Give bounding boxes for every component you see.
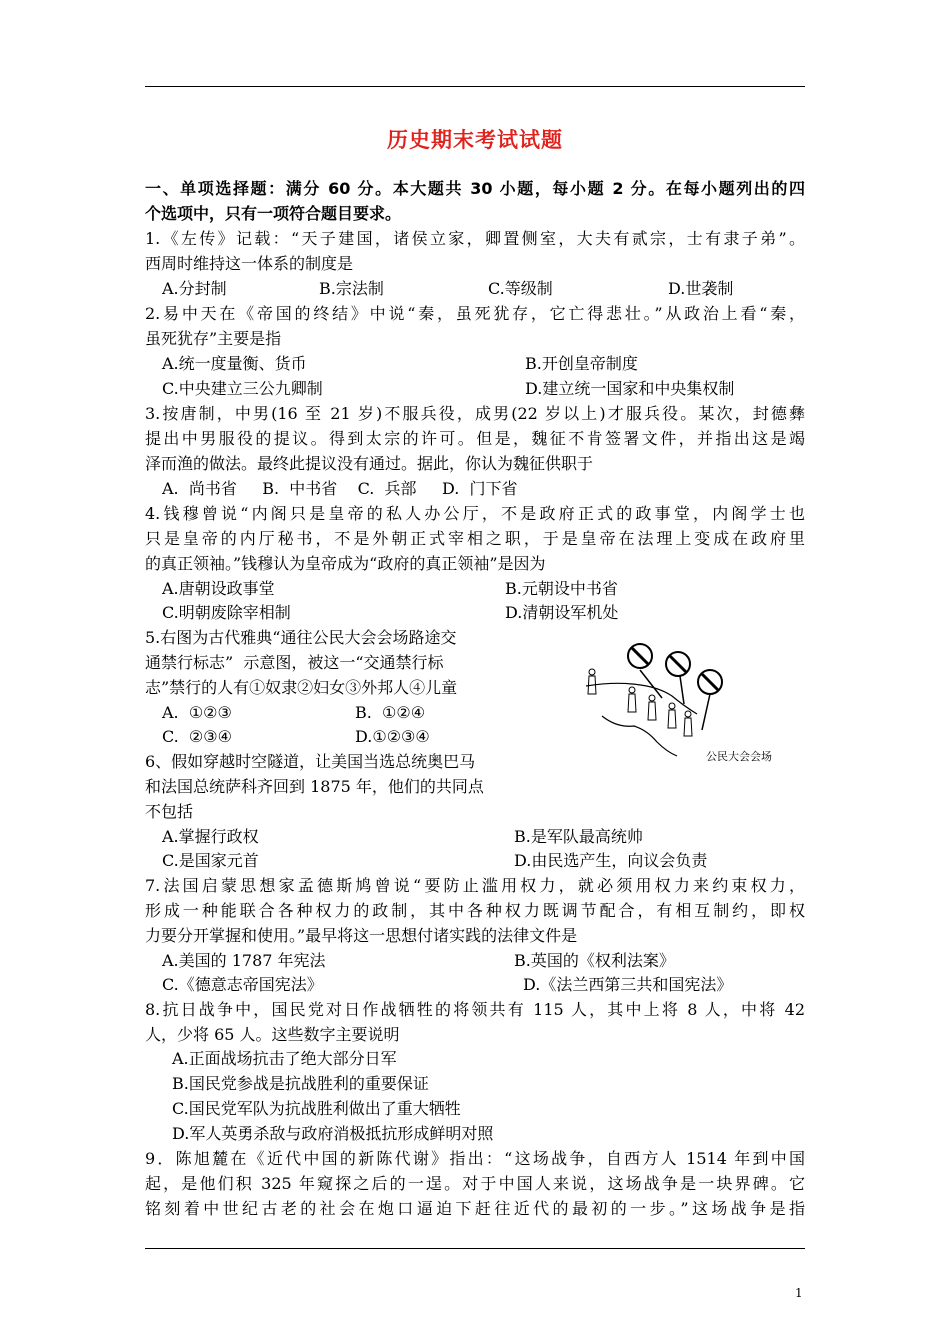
q6-option-d: D.由民选产生，向议会负责 — [514, 851, 708, 870]
sign-post — [640, 670, 662, 698]
figure-caption: 公民大会会场 — [706, 750, 772, 763]
q5-option-d: D.①②③④ — [355, 727, 430, 746]
q5-stem-end: 志”禁行的人有①奴隶②妇女③外邦人④儿童 — [145, 678, 458, 697]
q2-stem: 2.易中天在《帝国的终结》中说“秦，虽死犹存，它亡得悲壮。”从政治上看“秦， — [145, 304, 805, 323]
q8-option-c: C.国民党军队为抗战胜利做出了重大牺牲 — [172, 1099, 461, 1118]
q2-option-d: D.建立统一国家和中央集权制 — [525, 379, 735, 398]
q5-stem-cont: 通禁行标志” 示意图，被这一“交通禁行标 — [145, 653, 444, 672]
no-entry-sign-icon — [698, 670, 722, 694]
walking-person-icon — [648, 695, 656, 720]
q7-stem-end: 力要分开掌握和使用。”最早将这一思想付诸实践的法律文件是 — [145, 926, 578, 945]
q1-stem: 1.《左传》记载：“天子建国，诸侯立家，卿置侧室，大夫有贰宗，士有隶子弟”。 — [145, 229, 805, 248]
q4-option-a: A.唐朝设政事堂 — [162, 579, 275, 598]
no-entry-sign-icon — [666, 652, 690, 676]
q5-option-b: B. ①②④ — [355, 703, 426, 722]
q5-option-a: A. ①②③ — [162, 703, 232, 722]
q2-option-a: A.统一度量衡、货币 — [162, 354, 307, 373]
q6-stem-end: 不包括 — [145, 802, 194, 821]
sign-post — [702, 694, 710, 730]
q9-stem: 9．陈旭麓在《近代中国的新陈代谢》指出：“这场战争，自西方人 1514 年到中国 — [145, 1149, 805, 1168]
walking-person-icon — [588, 669, 596, 694]
q6-stem-cont: 和法国总统萨科齐回到 1875 年，他们的共同点 — [145, 777, 484, 796]
q1-option-d: D.世袭制 — [668, 279, 734, 298]
q6-option-b: B.是军队最高统帅 — [514, 827, 643, 846]
q6-stem: 6、假如穿越时空隧道，让美国当选总统奥巴马 — [145, 752, 476, 771]
q3-options: A. 尚书省 B. 中书省 C. 兵部 D. 门下省 — [162, 479, 518, 498]
q4-stem-end: 的真正领袖。”钱穆认为皇帝成为“政府的真正领袖”是因为 — [145, 554, 546, 573]
sign-post — [680, 676, 684, 704]
q7-stem-cont: 形成一种能联合各种权力的政制，其中各种权力既调节配合，有相互制约，即权 — [145, 901, 805, 920]
q8-option-b: B.国民党参战是抗战胜利的重要保证 — [172, 1074, 429, 1093]
q4-option-b: B.元朝设中书省 — [505, 579, 618, 598]
q9-stem-end: 铭刻着中世纪古老的社会在炮口逼迫下赶往近代的最初的一步。”这场战争是指 — [145, 1199, 805, 1218]
q8-option-a: A.正面战场抗击了绝大部分日军 — [172, 1049, 397, 1068]
q8-option-d: D.军人英勇杀敌与政府消极抵抗形成鲜明对照 — [172, 1124, 494, 1143]
header-rule — [145, 86, 805, 87]
q4-stem: 4.钱穆曾说“内阁只是皇帝的私人办公厅，不是政府正式的政事堂，内阁学士也 — [145, 504, 805, 523]
no-entry-sign-icon — [628, 644, 652, 668]
walking-person-icon — [628, 687, 636, 712]
page-title: 历史期末考试试题 — [387, 128, 563, 152]
q2-option-b: B.开创皇帝制度 — [525, 354, 638, 373]
q6-option-c: C.是国家元首 — [162, 851, 259, 870]
q9-stem-cont: 起，是他们积 325 年窥探之后的一逞。对于中国人来说，这场战争是一块界碑。它 — [145, 1174, 805, 1193]
q1-option-b: B.宗法制 — [319, 279, 384, 298]
q4-option-c: C.明朝废除宰相制 — [162, 603, 291, 622]
walking-person-icon — [684, 711, 692, 736]
q4-option-d: D.清朝设军机处 — [505, 603, 619, 622]
q5-option-c: C. ②③④ — [162, 727, 232, 746]
q5-stem: 5.右图为古代雅典“通往公民大会会场路途交 — [145, 628, 457, 647]
road-edge-upper — [586, 683, 697, 714]
q8-stem-cont: 人，少将 65 人。这些数字主要说明 — [145, 1025, 400, 1044]
assembly-road-figure — [572, 638, 797, 768]
q7-option-d: D.《法兰西第三共和国宪法》 — [523, 975, 733, 994]
footer-rule — [145, 1248, 805, 1249]
q7-option-a: A.美国的 1787 年宪法 — [162, 951, 326, 970]
walking-person-icon — [668, 703, 676, 728]
q1-option-c: C.等级制 — [488, 279, 553, 298]
q3-stem-cont: 提出中男服役的提议。得到太宗的许可。但是，魏征不肯签署文件，并指出这是竭 — [145, 429, 805, 448]
section-heading-cont: 个选项中，只有一项符合题目要求。 — [145, 204, 402, 223]
q6-option-a: A.掌握行政权 — [162, 827, 259, 846]
q7-stem: 7.法国启蒙思想家孟德斯鸠曾说“要防止滥用权力，就必须用权力来约束权力， — [145, 876, 805, 895]
q7-option-c: C.《德意志帝国宪法》 — [162, 975, 323, 994]
q7-option-b: B.英国的《权利法案》 — [514, 951, 675, 970]
q2-stem-cont: 虽死犹存”主要是指 — [145, 329, 282, 348]
q1-option-a: A.分封制 — [162, 279, 227, 298]
q1-stem-cont: 西周时维持这一体系的制度是 — [145, 254, 354, 273]
q3-stem-end: 泽而渔的做法。最终此提议没有通过。据此，你认为魏征供职于 — [145, 454, 594, 473]
q4-stem-cont: 只是皇帝的内厅秘书，不是外朝正式宰相之职，于是皇帝在法理上变成在政府里 — [145, 529, 805, 548]
road-edge-lower — [602, 716, 677, 756]
q3-stem: 3.按唐制，中男(16 至 21 岁)不服兵役，成男(22 岁以上)才服兵役。某次，封德彝 — [145, 404, 805, 423]
q2-option-c: C.中央建立三公九卿制 — [162, 379, 323, 398]
q8-stem: 8.抗日战争中，国民党对日作战牺牲的将领共有 115 人，其中上将 8 人，中将 42 — [145, 1000, 805, 1019]
section-heading: 一、单项选择题：满分 60 分。本大题共 30 小题，每小题 2 分。在每小题列出的四 — [145, 179, 805, 198]
page-number: 1 — [795, 1286, 803, 1300]
